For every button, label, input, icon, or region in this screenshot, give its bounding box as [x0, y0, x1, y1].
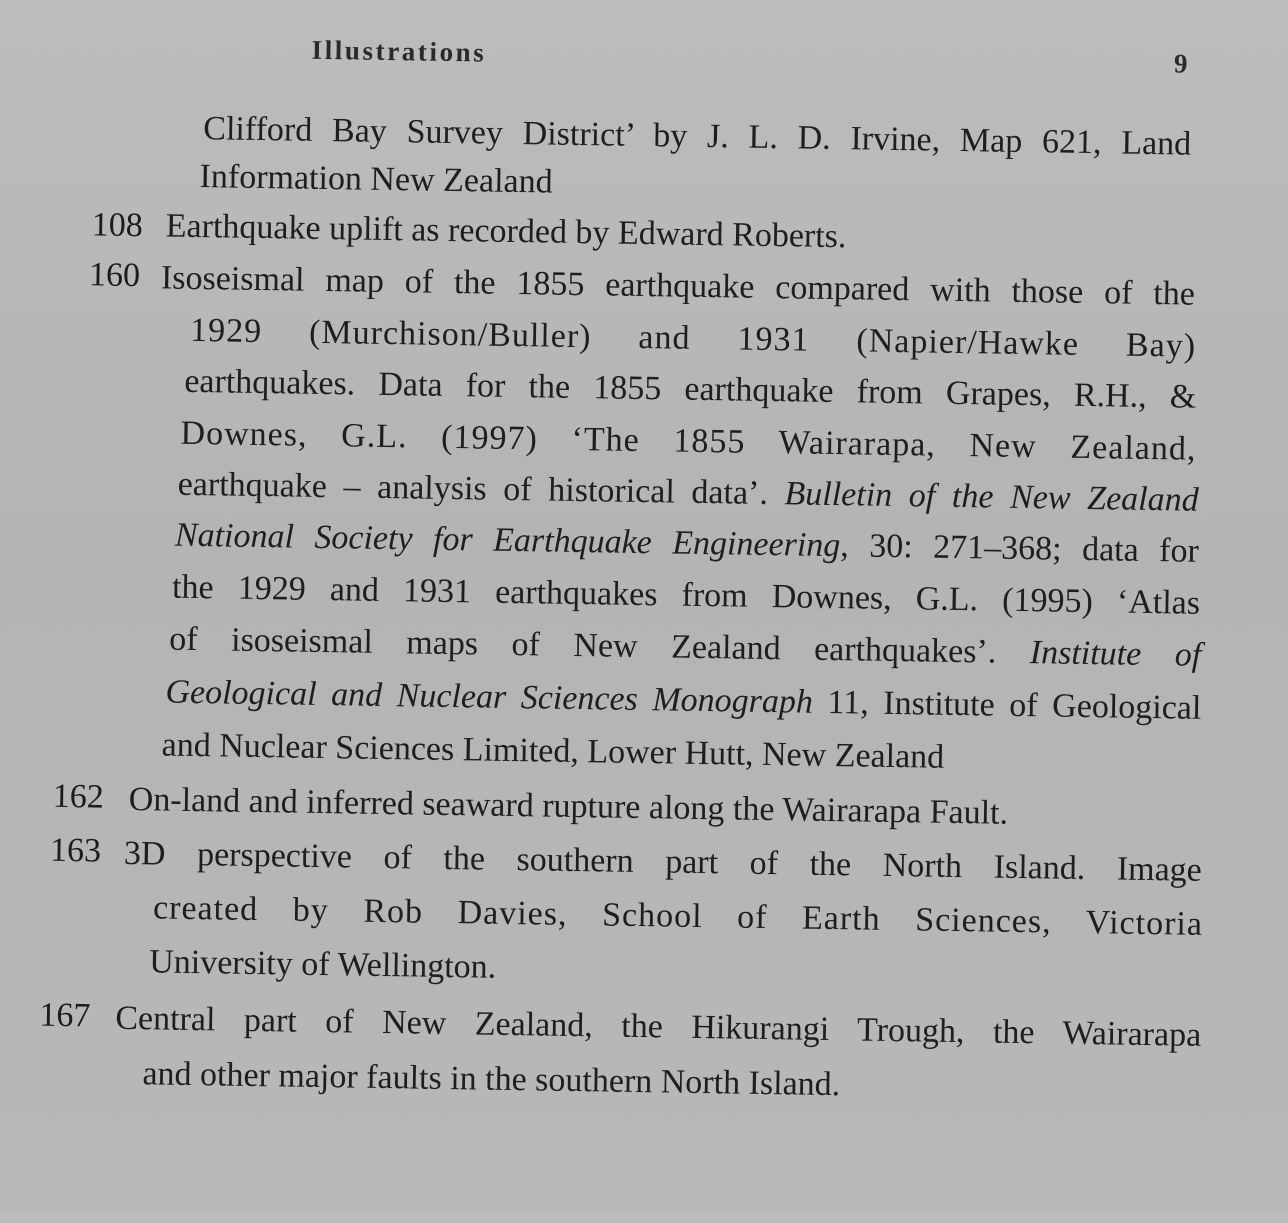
- entry-163-line-3: University of Wellington.: [148, 943, 497, 986]
- entry-160-line-8-text: of isoseismal maps of New Zealand earthquakes’.: [169, 620, 1031, 672]
- entry-162-line-1: On-land and inferred seaward rupture along the Wairarapa Fault.: [128, 780, 1009, 832]
- entry-163-line-1: 3D perspective of the southern part of the North Island. Image: [123, 834, 1203, 889]
- running-head-title: Illustrations: [311, 34, 487, 68]
- entry-160-line-6: [175, 516, 1200, 572]
- entry-163-line-2: created by Rob Davies, School of Earth Sciences, Victoria: [152, 889, 1204, 943]
- journal-title-part-2: National Society for Earthquake Engineering: [174, 516, 841, 565]
- journal-title-part-1: Bulletin of the New Zealand: [784, 475, 1199, 519]
- entry-108-line-1: Earthquake uplift as recorded by Edward Roberts.: [165, 207, 847, 256]
- monograph-title-part-1: Institute of: [1029, 634, 1202, 674]
- continuation-line-1: Clifford Bay Survey District’ by J. L. D. Irvine, Map 621, Land: [203, 110, 1192, 163]
- monograph-title-part-2: Geological and Nuclear Sciences Monograph: [165, 673, 814, 721]
- entry-number-167: 167: [39, 996, 91, 1035]
- entry-160-line-1: Isoseismal map of the 1855 earthquake compared with those of the: [160, 259, 1196, 313]
- entry-160-line-7: the 1929 and 1931 earthquakes from Downes, G.L. (1995) ‘Atlas: [171, 568, 1201, 622]
- entry-number-162: 162: [52, 777, 105, 816]
- entry-167-line-1: Central part of New Zealand, the Hikurangi Trough, the Wairarapa: [115, 999, 1202, 1054]
- entry-160-line-4: Downes, G.L. (1997) ‘The 1855 Wairarapa, New Zealand,: [180, 414, 1197, 468]
- entry-number-108: 108: [91, 206, 144, 245]
- entry-160-line-5: [177, 465, 1199, 521]
- running-head: [311, 35, 1192, 89]
- entry-160-line-5-text: earthquake – analysis of historical data’.: [177, 465, 785, 513]
- entry-160-line-3: earthquakes. Data for the 1855 earthquake from Grapes, R.H., &: [184, 362, 1197, 416]
- entry-number-160: 160: [88, 256, 141, 295]
- entry-160-line-8: [169, 620, 1202, 676]
- continuation-line-2: Information New Zealand: [199, 158, 553, 201]
- entry-160-line-10: and Nuclear Sciences Limited, Lower Hutt, New Zealand: [161, 726, 945, 776]
- entry-160-line-9: [165, 673, 1202, 729]
- entry-160-line-9-text: 11, Institute of Geological: [812, 683, 1202, 727]
- entry-160-line-2: 1929 (Murchison/Buller) and 1931 (Napier/Hawke Bay): [189, 311, 1197, 365]
- page-number: 9: [1173, 48, 1188, 79]
- entry-167-line-2: and other major faults in the southern North Island.: [142, 1055, 841, 1104]
- entry-number-163: 163: [49, 831, 102, 870]
- entry-160-line-6-text: , 30: 271–368; data for: [840, 527, 1200, 570]
